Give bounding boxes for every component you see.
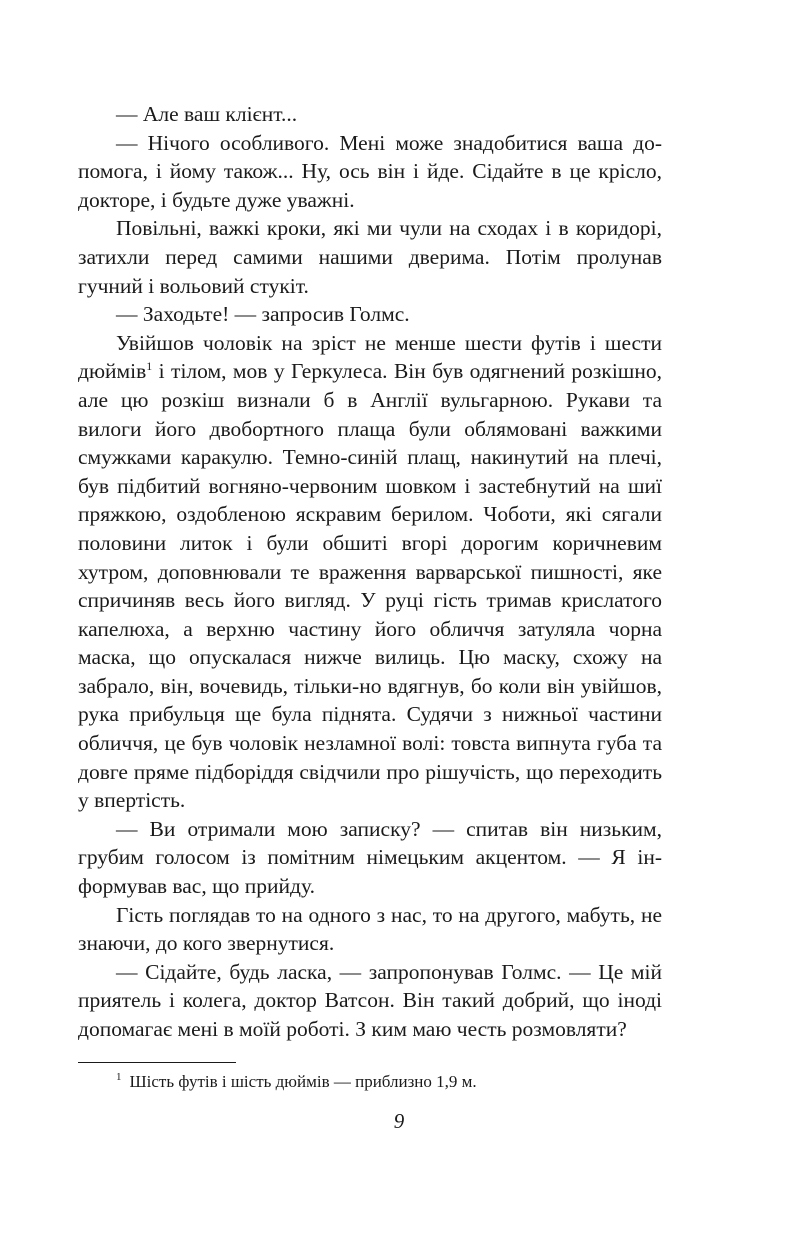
paragraph: Повільні, важкі кроки, які ми чули на сходах і в коридорі, затихли перед самими нашими дверима. Потім пролунав гучний і вольовий стукіт. <box>78 216 662 298</box>
paragraph-text: і тілом, мов у Геркулеса. Він був одягнений розкішно, але цю розкіш визнали б в Англії вульгарною. Рукави та вилоги його двобортного плаща були облямовані важкими смужками каракулю. Темно-синій плащ, накинутий на плечі, був підбитий вогняно-червоним шовком і застебнутий на шиї пряжкою, оздобленою яскравим берилом. Чоботи, які сягали половини литок і були обшиті вгорі дорогим коричневим хутром, доповнювали те враження варварської пишності, яке спричиняв весь його вигляд. У руці гість тримав крислатого капелюха, а верхню частину його обличчя затуляла чорна маска, що опускалася нижче вилиць. Цю маску, схожу на забрало, він, вочевидь, тільки-но вдягнув, бо коли він увійшов, рука прибульця ще була піднята. Судячи з нижньої частини обличчя, це був чоловік незламної волі: товста випнута губа та довге пряме підборіддя свідчили про рішучість, що переходить у впертість. <box>78 359 662 813</box>
paragraph: — Але ваш клієнт... <box>116 102 298 126</box>
footnote-reference[interactable]: 1 <box>146 359 153 374</box>
page-number: 9 <box>393 1109 405 1133</box>
paragraph: — Ви отримали мою записку? — спитав він низьким, грубим голосом із помітним німецьким акцентом. — Я інформував вас, що прийду. <box>78 816 662 899</box>
paragraph: — Сідайте, будь ласка, — запропонував Голмс. — Це мій приятель і колега, доктор Ватсон. Він такий добрий, що іноді допомагає мені в моїй роботі. З ким маю честь розмовляти? <box>78 959 662 1041</box>
page-body <box>78 100 662 1044</box>
paragraph-text: Увійшов чоловік на зріст не менше шести футів і шести дюймів <box>78 330 662 384</box>
paragraph-with-footnote <box>78 329 662 815</box>
paragraph: Гість поглядав то на одного з нас, то на другого, мабуть, не знаючи, до кого звернутися. <box>78 902 662 956</box>
footnote-divider <box>78 1062 236 1063</box>
paragraph: — Заходьте! — запросив Голмс. <box>116 302 410 327</box>
paragraph: — Нічого особливого. Мені може знадобитися ваша допомога, і йому також... Ну, ось він і йде. Сідайте в це крісло, докторе, і будьте дуже уважні. <box>78 130 662 212</box>
footnote <box>116 1071 477 1093</box>
footnote-mark: 1 <box>116 1071 122 1084</box>
footnote-text: Шість футів і шість дюймів — приблизно 1,9 м. <box>129 1072 477 1091</box>
